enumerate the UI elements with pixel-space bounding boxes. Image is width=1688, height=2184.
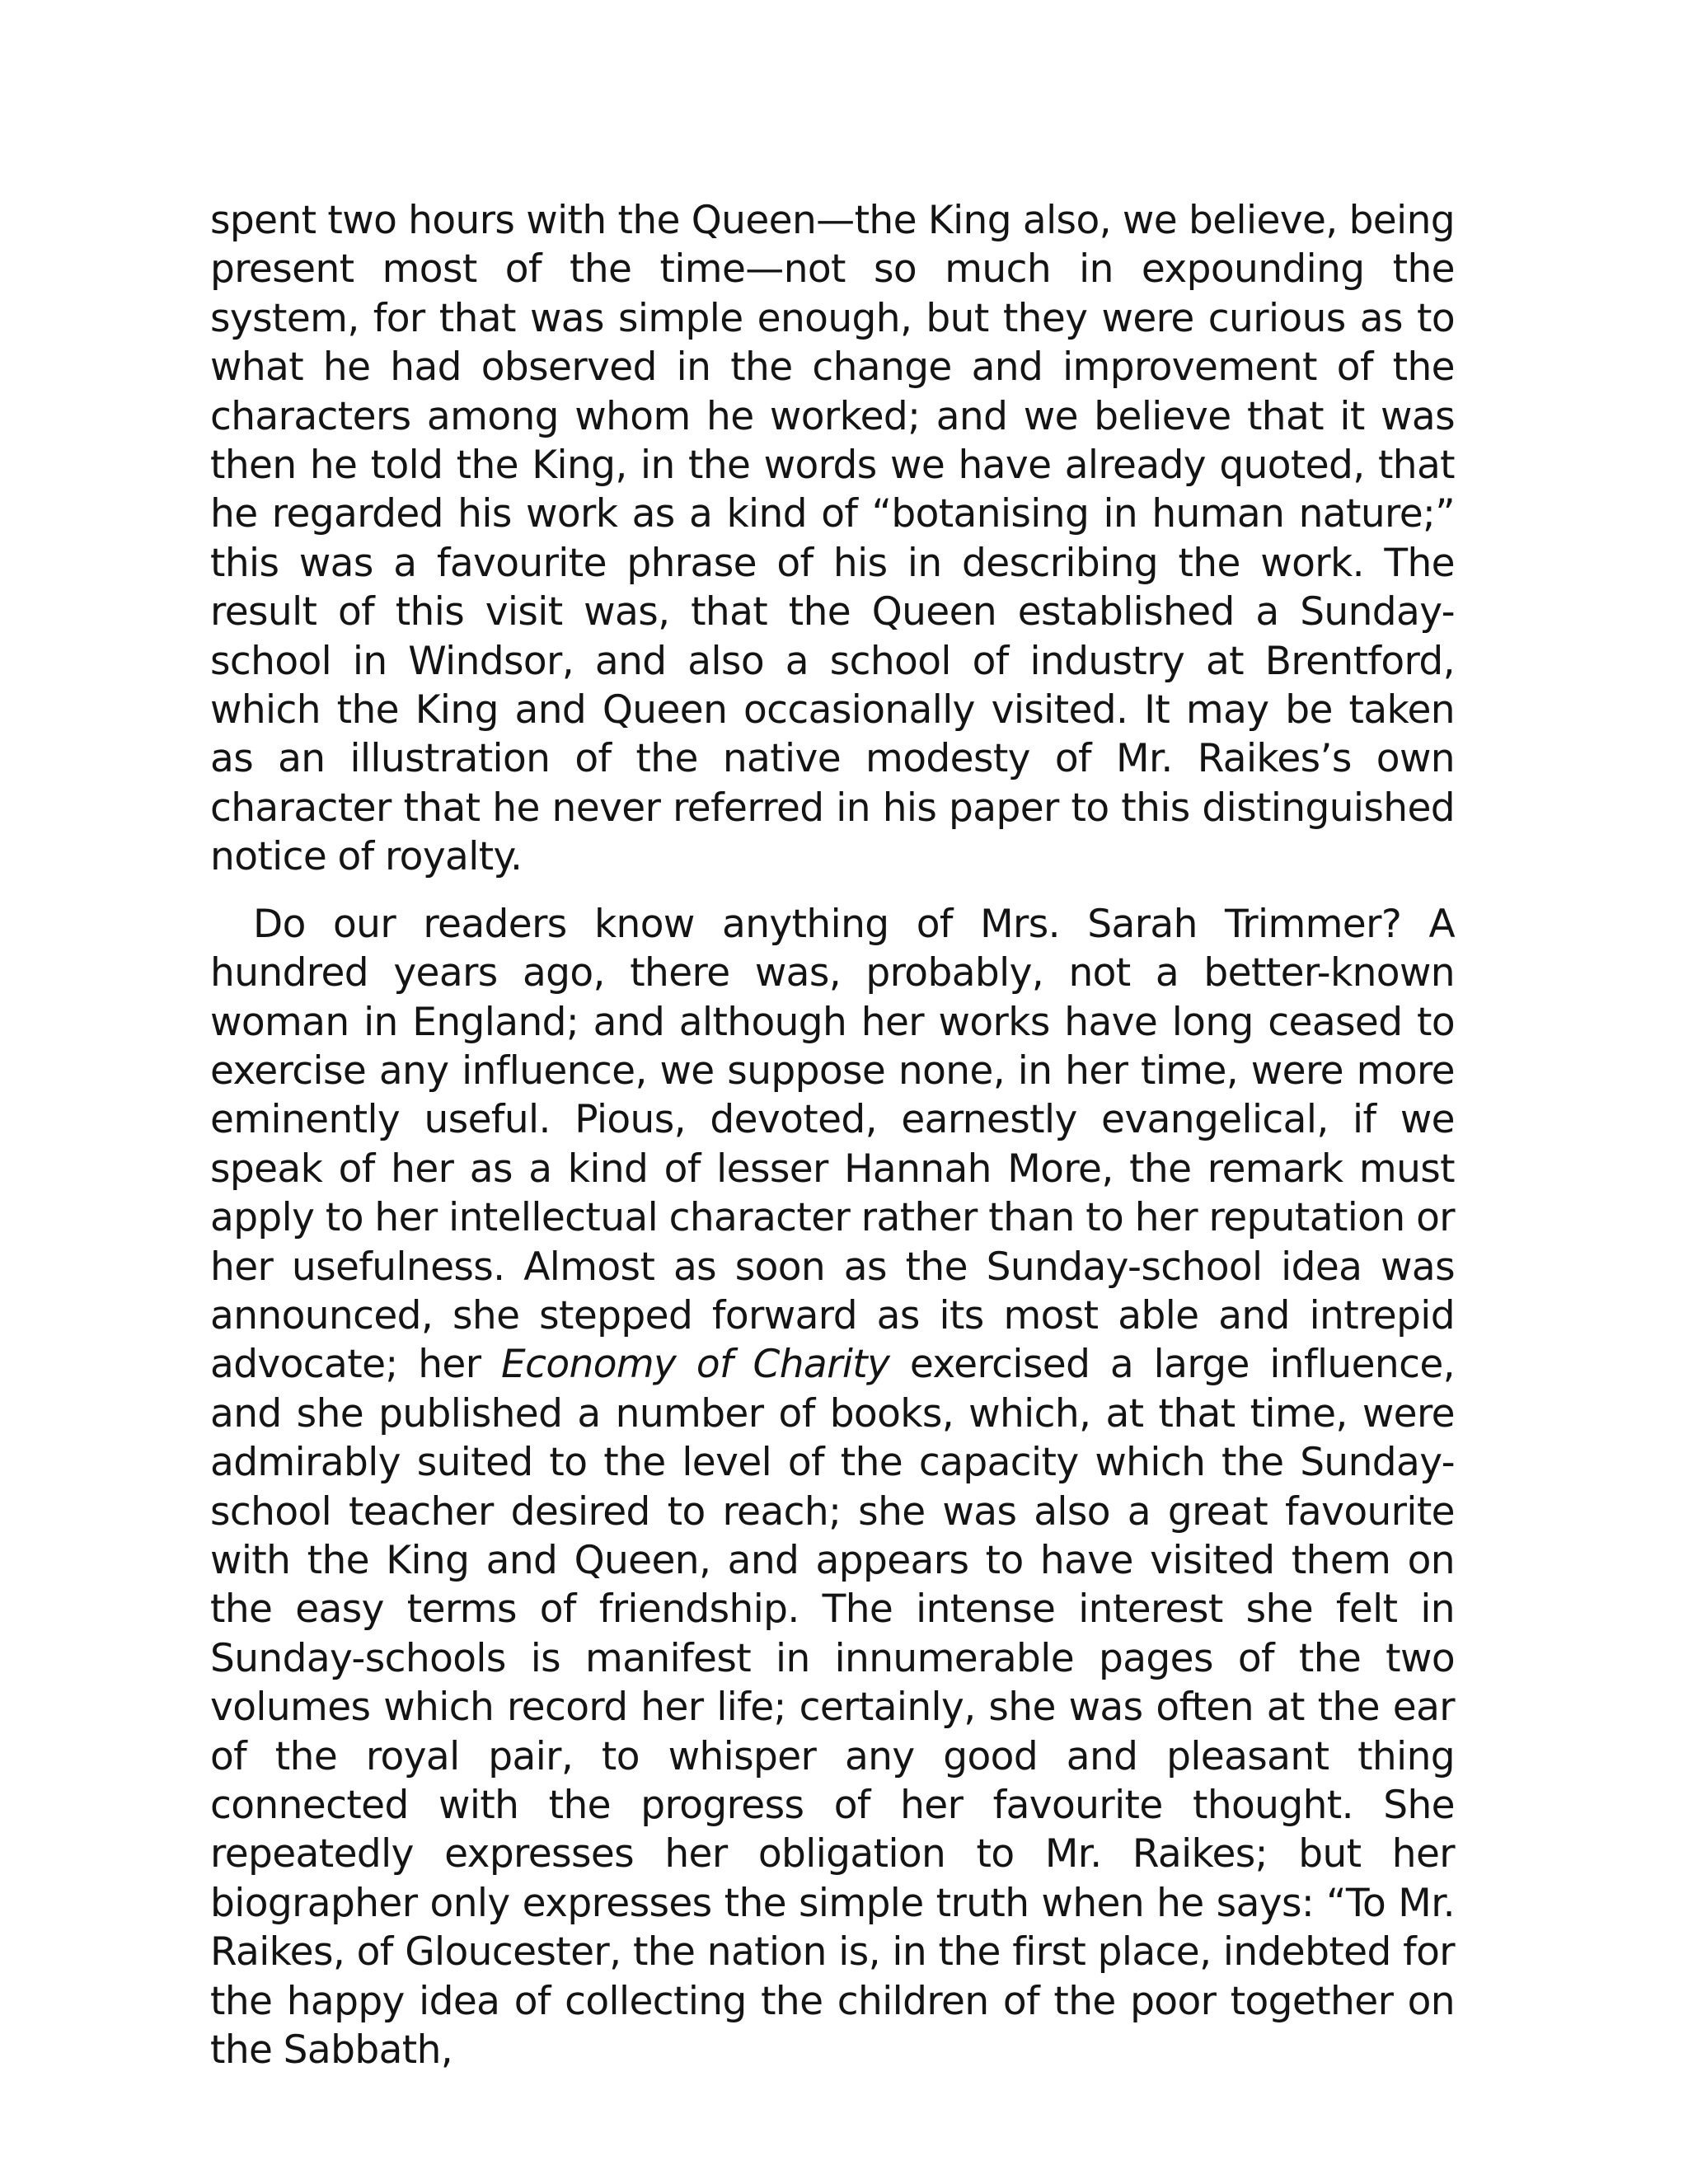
paragraph-2-text-end: exercised a large influence, and she published a number of books, which, at that time, were admirably suited to the level of the capacity which the Sunday-school teacher desired to reach; she was also a great favourite with the King and Queen, and appears to have visited them on the easy terms of friendship. The intense interest she felt in Sunday-schools is manifest in innumerable pages of the two volumes which record her life; certainly, she was often at the ear of the royal pair, to whisper any good and pleasant thing connected with the progress of her favourite thought. She repeatedly expresses her obligation to Mr. Raikes; but her biographer only expresses the simple truth when he says: “To Mr. Raikes, of Gloucester, the nation is, in the first place, indebted for the happy idea of collecting the children of the poor together on the Sabbath, (210, 1342, 1455, 2074)
paragraph-2-text-start: Do our readers know anything of Mrs. Sarah Trimmer? A hundred years ago, there was, probably, not a better-known woman in England; and although her works have long ceased to exercise any influence, we suppose none, in her time, were more eminently useful. Pious, devoted, earnestly evangelical, if we speak of her as a kind of lesser Hannah More, the remark must apply to her intellectual character rather than to her reputation or her usefulness. Almost as soon as the Sunday-school idea was announced, she stepped forward as its most able and intrepid advocate; her (210, 901, 1455, 1388)
book-title-italic: Economy of Charity (501, 1342, 890, 1388)
paragraph-2 (210, 900, 1455, 2075)
paragraph-1: spent two hours with the Queen—the King also, we believe, being present most of the time—not so much in expounding the system, for that was simple enough, but they were curious as to what he had observed in the change and improvement of the characters among whom he worked; and we believe that it was then he told the King, in the words we have already quoted, that he regarded his work as a kind of “botanising in human nature;” this was a favourite phrase of his in describing the work. The result of this visit was, that the Queen established a Sunday-school in Windsor, and also a school of industry at Brentford, which the King and Queen occasionally visited. It may be taken as an illustration of the native modesty of Mr. Raikes’s own character that he never referred in his paper to this distinguished notice of royalty. (210, 198, 1455, 880)
page-body (210, 196, 1455, 2074)
